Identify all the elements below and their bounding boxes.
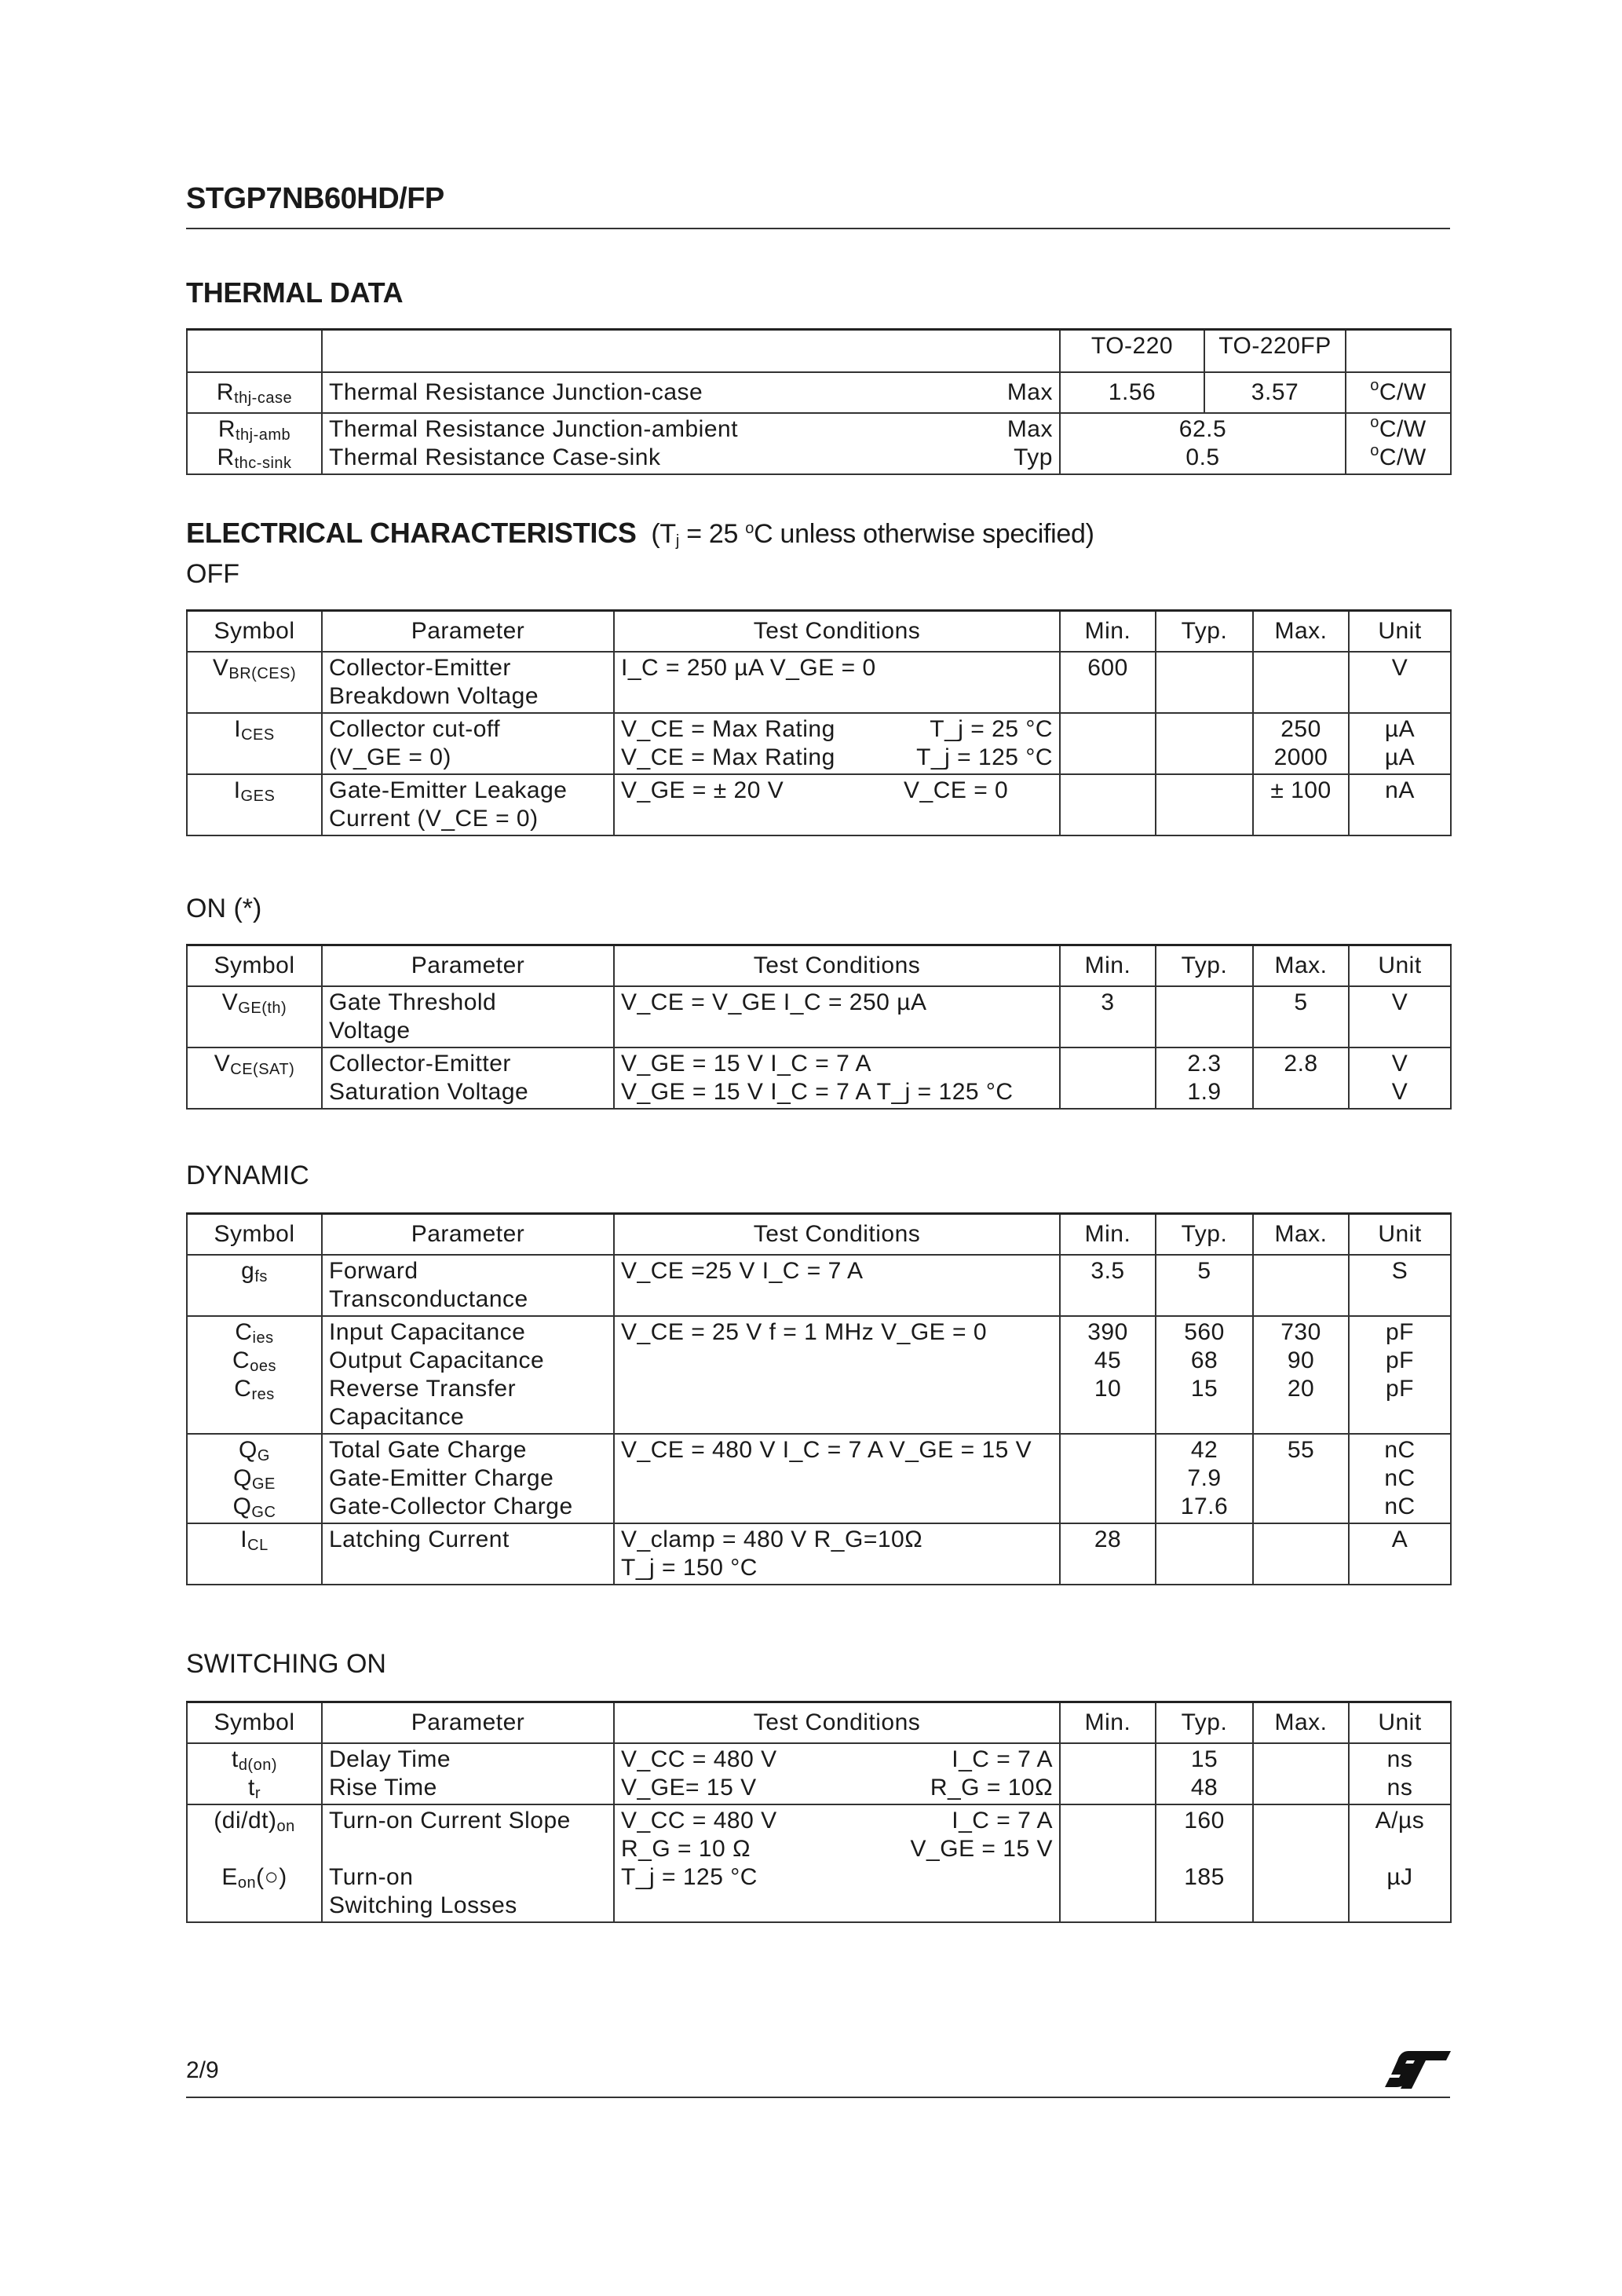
footer-rule (186, 2097, 1450, 2098)
col-to220: TO-220 (1060, 330, 1204, 372)
table-row: $V_{GE(th)}$ Gate Threshold Voltage V_CE = V_GE I_C = 250 µA 3 5 V (187, 986, 1451, 1047)
dynamic-table: Symbol Parameter Test Conditions Min. Typ. Max. Unit $g_{fs}$ Forward Transconductance V_CE =25 V I_C = 7 A 3.5 5 S $C_{ies}$ $C_{oes}$ $C_{res}$ Input Capacitance Output Capacitance Reverse Transfer Capacitance V_CE = 25 V f = 1 MHz V_GE = 0 390 45 10 560 68 15 730 90 20 pF pF pF $Q_G$ $Q_{GE}$ $Q_{GC}$ Total Gate Charge Gate-Emitter Charge Gate-Collector Charge V_CE = 480 V I_C = 7 A V_GE = 15 V 42 7.9 17.6 55 nC nC nC $I_{CL}$ Latching Current V_clamp = 480 V R_G=10Ω T_j = 150 °C 28 A (186, 1212, 1452, 1585)
off-title: OFF (186, 559, 239, 589)
thermal-data-title: THERMAL DATA (186, 276, 404, 309)
switching-on-title: SWITCHING ON (186, 1649, 386, 1679)
table-row: $g_{fs}$ Forward Transconductance V_CE =25 V I_C = 7 A 3.5 5 S (187, 1255, 1451, 1316)
table-row: $I_{CL}$ Latching Current V_clamp = 480 V R_G=10Ω T_j = 150 °C 28 A (187, 1523, 1451, 1585)
thermal-row-junction-ambient-case-sink: $R_{thj-amb}$ $R_{thc-sink}$ Thermal Resistance Junction-ambient Max Thermal Resistance Case-sink Typ 62.5 0.5 $^o$C/W $^o$C/W (187, 413, 1451, 474)
switching-on-table: Symbol Parameter Test Conditions Min. Typ. Max. Unit $t_{d(on)}$ $t_r$ Delay Time Rise Time V_CC = 480 V I_C = 7 A V_GE= 15 V R_G = 10Ω 15 48 ns ns $(di/dt)_{on}$ $E_{on}(○)$ Turn-on Current Slope Turn-on Switching Losses V_CC = 480 V I_C = 7 A R_G = 10 Ω V_GE = 15 V T_j = 125 °C 160 185 A/µs µJ (186, 1701, 1452, 1923)
on-title: ON (*) (186, 894, 262, 923)
off-table: Symbol Parameter Test Conditions Min. Typ. Max. Unit $V_{BR(CES)}$ Collector-Emitter Breakdown Voltage I_C = 250 µA V_GE = 0 600 V $I_{CES}$ Collector cut-off (V_GE = 0) V_CE = Max Rating T_j = 25 °C V_CE = Max Rating T_j = 125 °C 250 2000 µA µA $I_{GES}$ Gate-Emitter Leakage Current (V_CE = 0) V_GE = ± 20 V V_CE = 0 ± 100 nA (186, 609, 1452, 836)
thermal-data-table (186, 328, 1452, 475)
table-row: $I_{CES}$ Collector cut-off (V_GE = 0) V_CE = Max Rating T_j = 25 °C V_CE = Max Rating T_j = 125 °C 250 2000 µA µA (187, 713, 1451, 774)
table-row: $V_{CE(SAT)}$ Collector-Emitter Saturation Voltage V_GE = 15 V I_C = 7 A V_GE = 15 V I_C = 7 A T_j = 125 °C 2.3 1.9 2.8 V V (187, 1047, 1451, 1109)
col-to220fp: TO-220FP (1204, 330, 1346, 372)
symbol-cell: $R_{thj-case}$ (187, 372, 322, 413)
part-number-header: STGP7NB60HD/FP (186, 182, 444, 215)
header-rule (186, 228, 1450, 229)
table-row: $Q_G$ $Q_{GE}$ $Q_{GC}$ Total Gate Charge Gate-Emitter Charge Gate-Collector Charge V_CE = 480 V I_C = 7 A V_GE = 15 V 42 7.9 17.6 55 nC nC nC (187, 1434, 1451, 1523)
table-row: $C_{ies}$ $C_{oes}$ $C_{res}$ Input Capacitance Output Capacitance Reverse Transfer Capacitance V_CE = 25 V f = 1 MHz V_GE = 0 390 45 10 560 68 15 730 90 20 pF pF pF (187, 1316, 1451, 1434)
table-row: $V_{BR(CES)}$ Collector-Emitter Breakdown Voltage I_C = 250 µA V_GE = 0 600 V (187, 652, 1451, 713)
on-table: Symbol Parameter Test Conditions Min. Typ. Max. Unit $V_{GE(th)}$ Gate Threshold Voltage V_CE = V_GE I_C = 250 µA 3 5 V $V_{CE(SAT)}$ Collector-Emitter Saturation Voltage V_GE = 15 V I_C = 7 A V_GE = 15 V I_C = 7 A T_j = 125 °C 2.3 1.9 2.8 V V (186, 944, 1452, 1110)
table-row: $I_{GES}$ Gate-Emitter Leakage Current (V_CE = 0) V_GE = ± 20 V V_CE = 0 ± 100 nA (187, 774, 1451, 835)
symbol-cell: $R_{thj-amb}$ $R_{thc-sink}$ (187, 413, 322, 474)
st-logo-icon (1385, 2049, 1451, 2090)
electrical-characteristics-title: ELECTRICAL CHARACTERISTICS ($T_j = 25$ $^o$C unless otherwise specified) (186, 517, 1094, 550)
thermal-row-junction-case: $R_{thj-case}$ Thermal Resistance Junction-case Max 1.56 3.57 $^o$C/W (187, 372, 1451, 413)
dynamic-title: DYNAMIC (186, 1161, 309, 1190)
table-row: $(di/dt)_{on}$ $E_{on}(○)$ Turn-on Current Slope Turn-on Switching Losses V_CC = 480 V I_C = 7 A R_G = 10 Ω V_GE = 15 V T_j = 125 °C 160 185 A/µs µJ (187, 1804, 1451, 1922)
page-number: 2/9 (186, 2057, 219, 2083)
table-row: $t_{d(on)}$ $t_r$ Delay Time Rise Time V_CC = 480 V I_C = 7 A V_GE= 15 V R_G = 10Ω 15 48 ns ns (187, 1743, 1451, 1804)
